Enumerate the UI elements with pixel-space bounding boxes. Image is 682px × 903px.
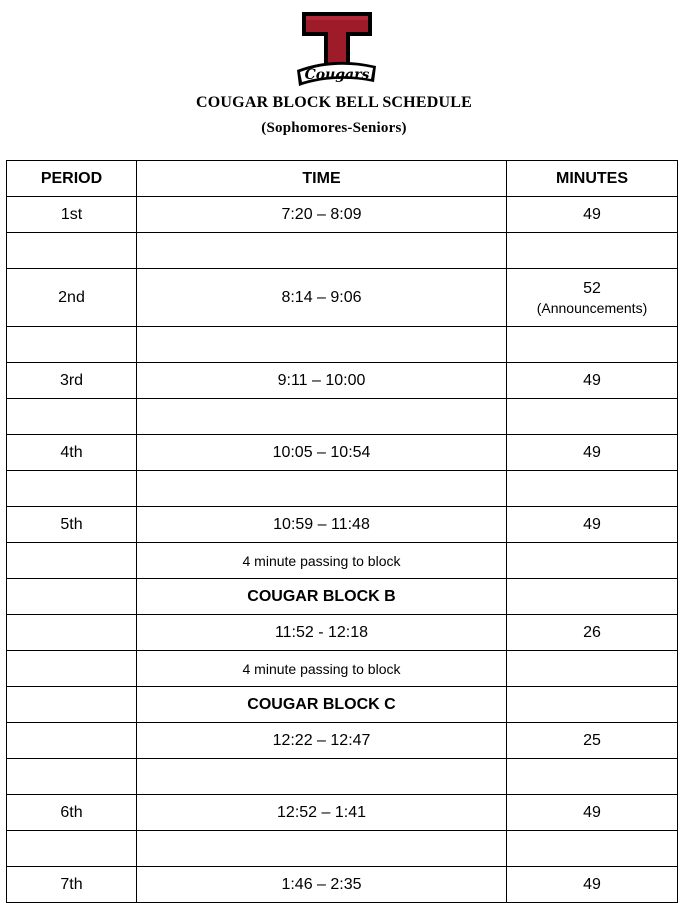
time-cell: 1:46 – 2:35 [137, 867, 507, 903]
time-cell: 12:22 – 12:47 [137, 723, 507, 759]
time-cell [137, 831, 507, 867]
table-row [7, 197, 678, 233]
minutes-cell [507, 399, 678, 435]
period-cell: 5th [7, 507, 137, 543]
minutes-cell [507, 543, 678, 579]
header-minutes: MINUTES [507, 161, 678, 197]
minutes-cell [507, 327, 678, 363]
minutes-cell: 25 [507, 723, 678, 759]
time-cell: 8:14 – 9:06 [137, 269, 507, 327]
period-cell [7, 579, 137, 615]
header-period: PERIOD [7, 161, 137, 197]
period-cell [7, 687, 137, 723]
minutes-value: 52 [583, 279, 601, 297]
minutes-cell: 49 [507, 507, 678, 543]
time-cell [137, 759, 507, 795]
table-row [7, 269, 678, 327]
period-cell [7, 399, 137, 435]
minutes-cell: 49 [507, 197, 678, 233]
time-cell [137, 327, 507, 363]
minutes-cell: 49 [507, 867, 678, 903]
table-row [7, 831, 678, 867]
period-cell [7, 543, 137, 579]
time-cell [137, 399, 507, 435]
table-row [7, 363, 678, 399]
period-cell [7, 471, 137, 507]
period-cell: 2nd [7, 269, 137, 327]
minutes-cell [507, 831, 678, 867]
period-cell [7, 233, 137, 269]
schedule-title: COUGAR BLOCK BELL SCHEDULE [196, 94, 472, 111]
period-cell: 6th [7, 795, 137, 831]
table-row [7, 471, 678, 507]
time-cell: 10:05 – 10:54 [137, 435, 507, 471]
minutes-cell [507, 687, 678, 723]
bell-schedule-table [6, 160, 678, 903]
minutes-cell [507, 269, 678, 327]
passing-note-cell: 4 minute passing to block [137, 543, 507, 579]
minutes-cell: 49 [507, 795, 678, 831]
time-cell: 11:52 - 12:18 [137, 615, 507, 651]
time-cell [137, 471, 507, 507]
block-heading-cell: COUGAR BLOCK B [137, 579, 507, 615]
period-cell: 7th [7, 867, 137, 903]
table-row [7, 795, 678, 831]
table-row [7, 723, 678, 759]
period-cell [7, 723, 137, 759]
schedule-subtitle: (Sophomores-Seniors) [261, 120, 407, 136]
period-cell: 3rd [7, 363, 137, 399]
announcements-note: (Announcements) [536, 299, 648, 316]
table-row [7, 759, 678, 795]
header-time: TIME [137, 161, 507, 197]
period-cell: 1st [7, 197, 137, 233]
time-cell: 7:20 – 8:09 [137, 197, 507, 233]
time-cell: 12:52 – 1:41 [137, 795, 507, 831]
minutes-cell [507, 233, 678, 269]
table-row [7, 327, 678, 363]
passing-note-cell: 4 minute passing to block [137, 651, 507, 687]
table-row [7, 651, 678, 687]
table-row [7, 399, 678, 435]
svg-text:Cougars: Cougars [304, 67, 370, 83]
table-row [7, 579, 678, 615]
minutes-cell: 49 [507, 363, 678, 399]
table-row [7, 867, 678, 903]
period-cell: 4th [7, 435, 137, 471]
table-row [7, 435, 678, 471]
minutes-cell [507, 759, 678, 795]
time-cell [137, 233, 507, 269]
minutes-cell [507, 579, 678, 615]
table-row [7, 507, 678, 543]
time-cell: 9:11 – 10:00 [137, 363, 507, 399]
table-row [7, 687, 678, 723]
table-row [7, 615, 678, 651]
minutes-cell: 49 [507, 435, 678, 471]
table-header-row [7, 161, 678, 197]
period-cell [7, 615, 137, 651]
minutes-cell [507, 471, 678, 507]
minutes-cell: 26 [507, 615, 678, 651]
table-row [7, 543, 678, 579]
table-row [7, 233, 678, 269]
time-cell: 10:59 – 11:48 [137, 507, 507, 543]
period-cell [7, 327, 137, 363]
cougars-logo [294, 8, 380, 88]
block-heading-cell: COUGAR BLOCK C [137, 687, 507, 723]
period-cell [7, 831, 137, 867]
minutes-cell [507, 651, 678, 687]
period-cell [7, 759, 137, 795]
period-cell [7, 651, 137, 687]
